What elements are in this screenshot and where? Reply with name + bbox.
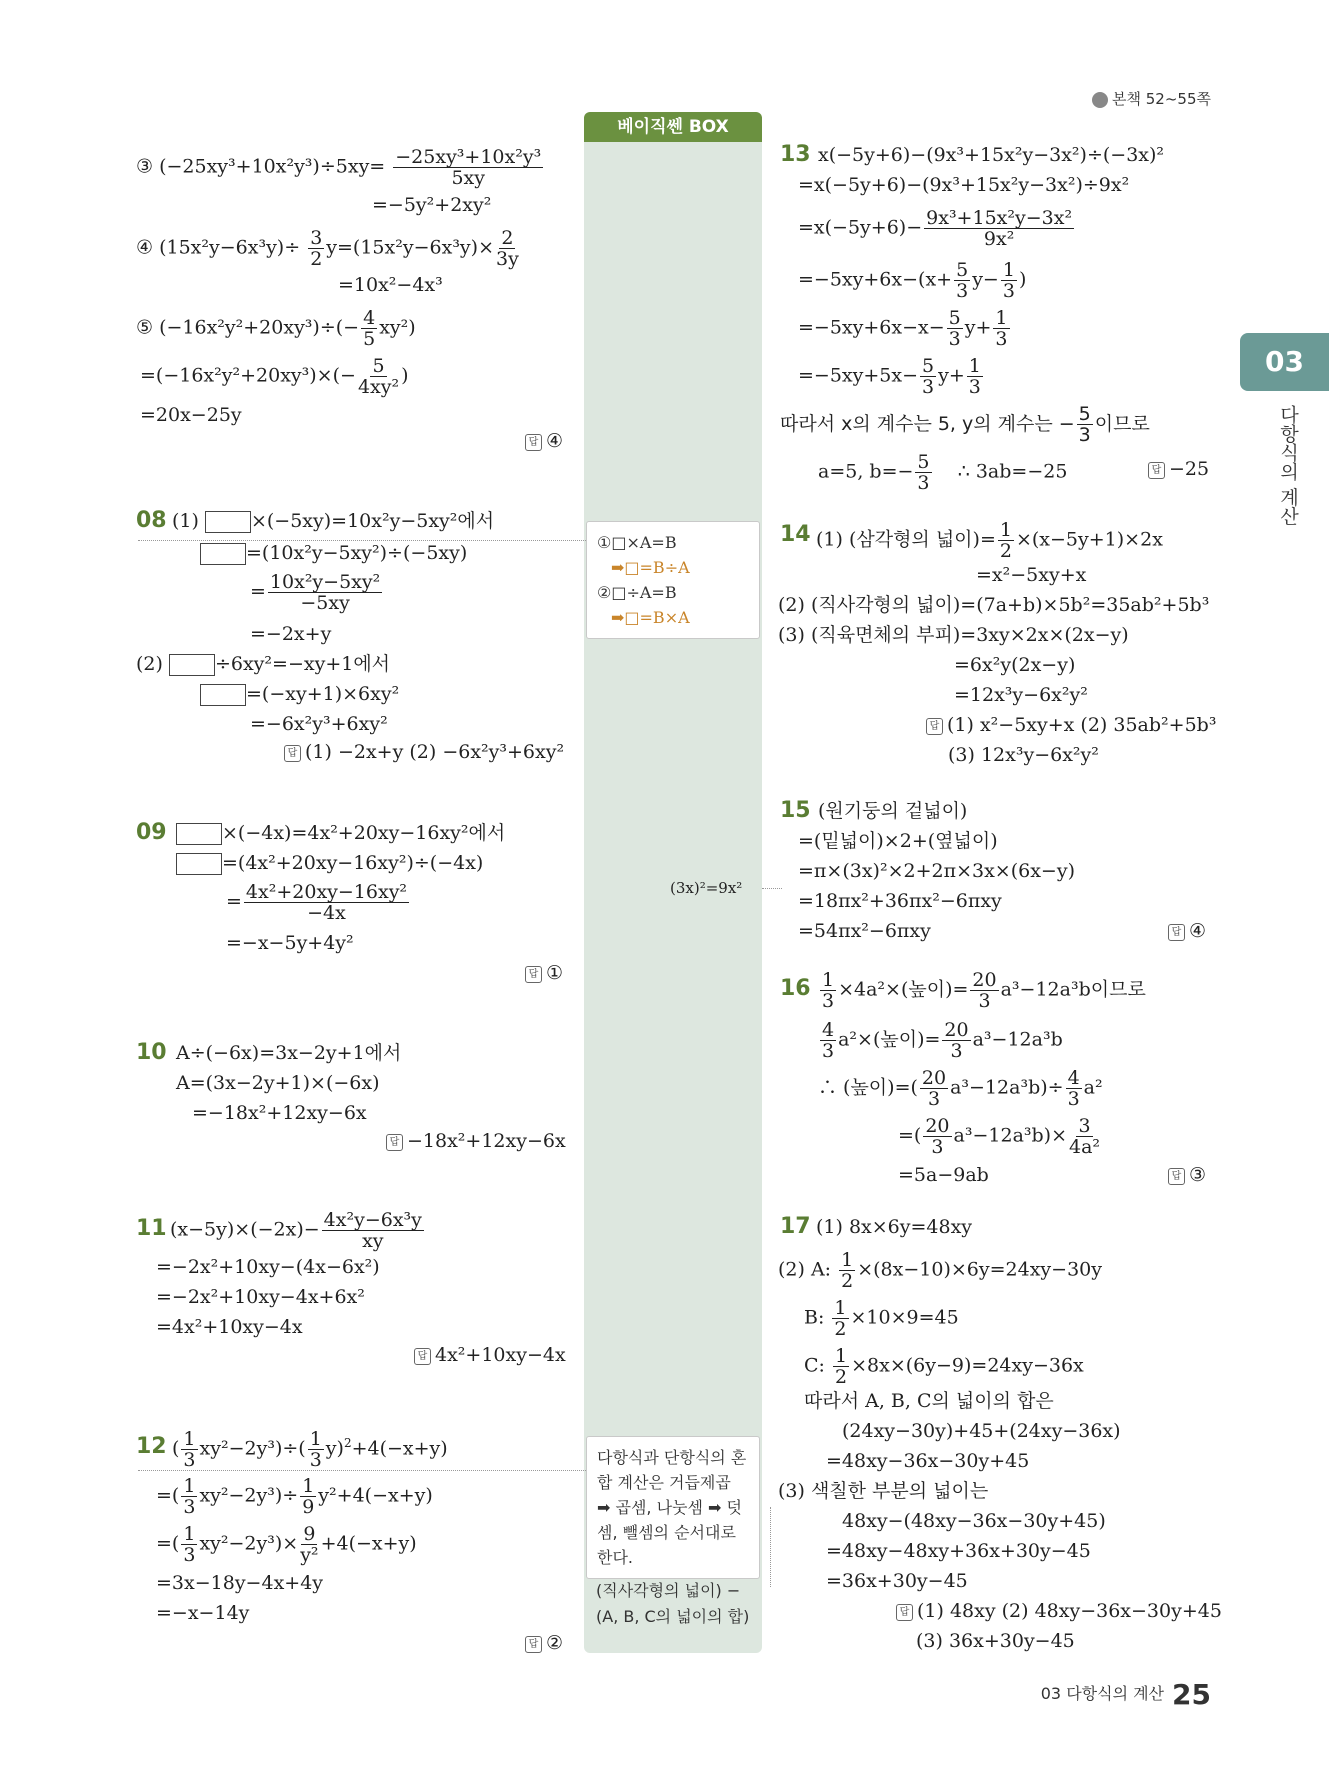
problem-number-08: 08 [136, 508, 167, 533]
connector-15 [762, 888, 782, 889]
connector-12 [138, 1470, 586, 1471]
p08-line4: =−2x+y [250, 623, 332, 645]
p15-line1: (원기둥의 겉넓이) [818, 800, 968, 822]
problem-number-17: 17 [780, 1214, 811, 1239]
p12-line2: =( $\frac{1}{3}$ xy²−2y³)÷ $\frac{1}{9}$ y²+4(−x+y) [156, 1475, 433, 1518]
p08-answer: 답 (1) −2x+y (2) −6x²y³+6xy² [284, 741, 564, 763]
p13-line5: =−5xy+6x−x− $\frac{5}{3}$ y+ $\frac{1}{3}$ [798, 307, 1008, 350]
p17-answer2: (3) 36x+30y−45 [916, 1630, 1075, 1652]
p17-line3: B: $\frac{1}{2}$ ×10×9=45 [804, 1297, 959, 1340]
p12-line4: =3x−18y−4x+4y [156, 1572, 324, 1594]
p08-line7: =−6x²y³+6xy² [250, 713, 388, 735]
fraction: $\frac{\text{−25xy³+10x²y³}}{5xy}$ [395, 146, 542, 189]
problem-number-09: 09 [136, 820, 167, 845]
p14-line3: (2) (직사각형의 넓이)=(7a+b)×5b²=35ab²+5b³ [778, 594, 1210, 616]
reference-icon [1092, 92, 1108, 108]
p13-line4: =−5xy+6x−(x+ $\frac{5}{3}$ y− $\frac{1}{3}$ ) [798, 259, 1027, 302]
p13-answer: 답 −25 [1148, 458, 1209, 480]
p09-line1: ×(−4x)=4x²+20xy−16xy²에서 [176, 818, 505, 848]
p16-line4: =( $\frac{20}{3}$ a³−12a³b)× $\frac{3}{\text{4a²}}$ [898, 1115, 1101, 1158]
p14-answer1: 답 (1) x²−5xy+x (2) 35ab²+5b³ [926, 714, 1216, 736]
p09-answer: 답 ① [525, 962, 563, 984]
p13-line1: x(−5y+6)−(9x³+15x²y−3x²)÷(−3x)² [818, 144, 1165, 166]
p08-line1: (1) ×(−5xy)=10x²y−5xy²에서 [172, 510, 495, 532]
p17-answer1: 답 (1) 48xy (2) 48xy−36x−30y+45 [896, 1600, 1222, 1622]
p16-answer: 답 ③ [1168, 1164, 1206, 1186]
p10-line2: A=(3x−2y+1)×(−6x) [176, 1072, 380, 1094]
tip-box-order: 다항식과 단항식의 혼합 계산은 거듭제곱 ➡ 곱셈, 나눗셈 ➡ 덧셈, 뺄셈의 순서대로 한다. [586, 1436, 760, 1579]
p15-line3: =π×(3x)²×2+2π×3x×(6x−y) [798, 860, 1076, 882]
p07-line3-result: =−5y²+2xy² [372, 194, 492, 216]
p08-line5: (2) ÷6xy²=−xy+1에서 [136, 653, 391, 675]
p08-line3: = $\frac{\text{10x²y−5xy²}}{-5xy}$ [250, 571, 381, 614]
p17-line5: 따라서 A, B, C의 넓이의 합은 [804, 1390, 1054, 1412]
answer-icon: 답 [525, 434, 542, 451]
p16-line3: ∴ (높이)=( $\frac{20}{3}$ a³−12a³b)÷ $\frac{4}{3}$ a² [818, 1067, 1103, 1110]
p17-line9: 48xy−(48xy−36x−30y+45) [842, 1510, 1106, 1532]
p12-answer: 답 ② [525, 1632, 563, 1654]
p08-line2: =(10x²y−5xy²)÷(−5xy) [200, 538, 467, 568]
p07-answer: 답 ④ [525, 430, 563, 452]
p14-line6: =12x³y−6x²y² [954, 684, 1088, 706]
p17-line1: (1) 8x×6y=48xy [816, 1216, 973, 1238]
p14-line2: =x²−5xy+x [976, 564, 1087, 586]
p12-line3: =( $\frac{1}{3}$ xy²−2y³)× $\frac{9}{\text{y²}}$ +4(−x+y) [156, 1523, 417, 1566]
p13-line8: a=5, b=− $\frac{5}{3}$ ∴ 3ab=−25 [818, 451, 1068, 494]
p13-line6: =−5xy+5x− $\frac{5}{3}$ y+ $\frac{1}{3}$ [798, 355, 981, 398]
p10-answer: 답 −18x²+12xy−6x [386, 1130, 566, 1152]
p14-answer2: (3) 12x³y−6x²y² [948, 744, 1099, 766]
tip-box-blank-rule: ①□×A=B ➡□=B÷A ②□÷A=B ➡□=B×A [586, 521, 760, 639]
p07-line5-result: =20x−25y [140, 404, 242, 426]
page-number: 25 [1172, 1678, 1211, 1711]
p11-answer: 답 4x²+10xy−4x [414, 1344, 566, 1366]
p12-line5: =−x−14y [156, 1602, 250, 1624]
p15-line5: =54πx²−6πxy [798, 920, 931, 942]
p14-line4: (3) (직육면체의 부피)=3xy×2x×(2x−y) [778, 624, 1129, 646]
p07-line4: ④ (15x²y−6x³y)÷ $\frac{3}{2}$ y=(15x²y−6x³y)× $\frac{2}{3y}$ [136, 227, 519, 270]
p17-line6: (24xy−30y)+45+(24xy−36x) [842, 1420, 1121, 1442]
p13-line3: =x(−5y+6)− $\frac{\text{9x³+15x²y−3x²}}{\text{9x²}}$ [798, 207, 1073, 250]
p11-line1: (x−5y)×(−2x)− $\frac{\text{4x²y−6x³y}}{xy}$ [170, 1209, 422, 1252]
p09-line3: = $\frac{\text{4x²+20xy−16xy²}}{-4x}$ [226, 881, 408, 924]
p15-answer: 답 ④ [1168, 920, 1206, 942]
p07-line5: ⑤ (−16x²y²+20xy³)÷(− $\frac{4}{5}$ xy²) [136, 307, 416, 350]
p13-line2: =x(−5y+6)−(9x³+15x²y−3x²)÷9x² [798, 174, 1130, 196]
problem-number-14: 14 [780, 522, 811, 547]
p10-line3: =−18x²+12xy−6x [192, 1102, 367, 1124]
p07-line4-result: =10x²−4x³ [338, 274, 443, 296]
tip-power: (3x)²=9x² [670, 879, 743, 897]
chapter-title: 다항식의 계산 [1277, 405, 1299, 526]
basic-box-title: 베이직쎈 BOX [584, 112, 762, 142]
p15-line4: =18πx²+36πx²−6πxy [798, 890, 1002, 912]
p17-line4: C: $\frac{1}{2}$ ×8x×(6y−9)=24xy−36x [804, 1345, 1084, 1388]
p17-line8: (3) 색칠한 부분의 넓이는 [778, 1480, 989, 1502]
p11-line2: =−2x²+10xy−(4x−6x²) [156, 1256, 380, 1278]
p16-line1: $\frac{1}{3}$ ×4a²×(높이)= $\frac{20}{3}$ a³−12a³b이므로 [822, 969, 1146, 1012]
problem-number-12: 12 [136, 1434, 167, 1459]
p14-line5: =6x²y(2x−y) [954, 654, 1076, 676]
p16-line2: $\frac{4}{3}$ a²×(높이)= $\frac{20}{3}$ a³−12a³b [822, 1019, 1063, 1062]
p13-line7: 따라서 x의 계수는 5, y의 계수는 − $\frac{5}{3}$ 이므로 [780, 403, 1150, 446]
p11-line3: =−2x²+10xy−4x+6x² [156, 1286, 365, 1308]
connector-17 [770, 1507, 771, 1587]
problem-number-15: 15 [780, 798, 811, 823]
chapter-tab[interactable]: 03 [1240, 333, 1329, 391]
p17-line11: =36x+30y−45 [826, 1570, 968, 1592]
problem-number-10: 10 [136, 1040, 167, 1065]
p07-line5b: =(−16x²y²+20xy³)×(− $\frac{5}{\text{4xy²}}$ ) [140, 355, 409, 398]
p17-line10: =48xy−48xy+36x+30y−45 [826, 1540, 1091, 1562]
p07-line3: ③ (−25xy³+10x²y³)÷5xy= $\frac{\text{−25xy³+10x²y³}}{5xy}$ [136, 146, 542, 189]
p17-line2: (2) A: $\frac{1}{2}$ ×(8x−10)×6y=24xy−30y [778, 1249, 1102, 1292]
problem-number-16: 16 [780, 976, 811, 1001]
p09-line2: =(4x²+20xy−16xy²)÷(−4x) [176, 848, 483, 878]
p11-line4: =4x²+10xy−4x [156, 1316, 303, 1338]
p08-line6: =(−xy+1)×6xy² [200, 679, 399, 709]
page-reference: 본책 52~55쪽 [1092, 88, 1211, 109]
tip-area: (직사각형의 넓이) −(A, B, C의 넓이의 합) [596, 1581, 750, 1626]
p10-line1: A÷(−6x)=3x−2y+1에서 [176, 1042, 402, 1064]
problem-number-11: 11 [136, 1216, 167, 1241]
p12-line1: ( $\frac{1}{3}$ xy²−2y³)÷( $\frac{1}{3}$ y)$^2$+4(−x+y) [172, 1427, 448, 1471]
p09-line4: =−x−5y+4y² [226, 932, 354, 954]
p16-line5: =5a−9ab [898, 1164, 989, 1186]
p15-line2: =(밑넓이)×2+(옆넓이) [798, 830, 998, 852]
problem-number-13: 13 [780, 142, 811, 167]
page-footer: 03 다항식의 계산 25 [1040, 1678, 1211, 1711]
p17-line7: =48xy−36x−30y+45 [826, 1450, 1030, 1472]
p14-line1: (1) (삼각형의 넓이)= $\frac{1}{2}$ ×(x−5y+1)×2x [816, 519, 1163, 562]
